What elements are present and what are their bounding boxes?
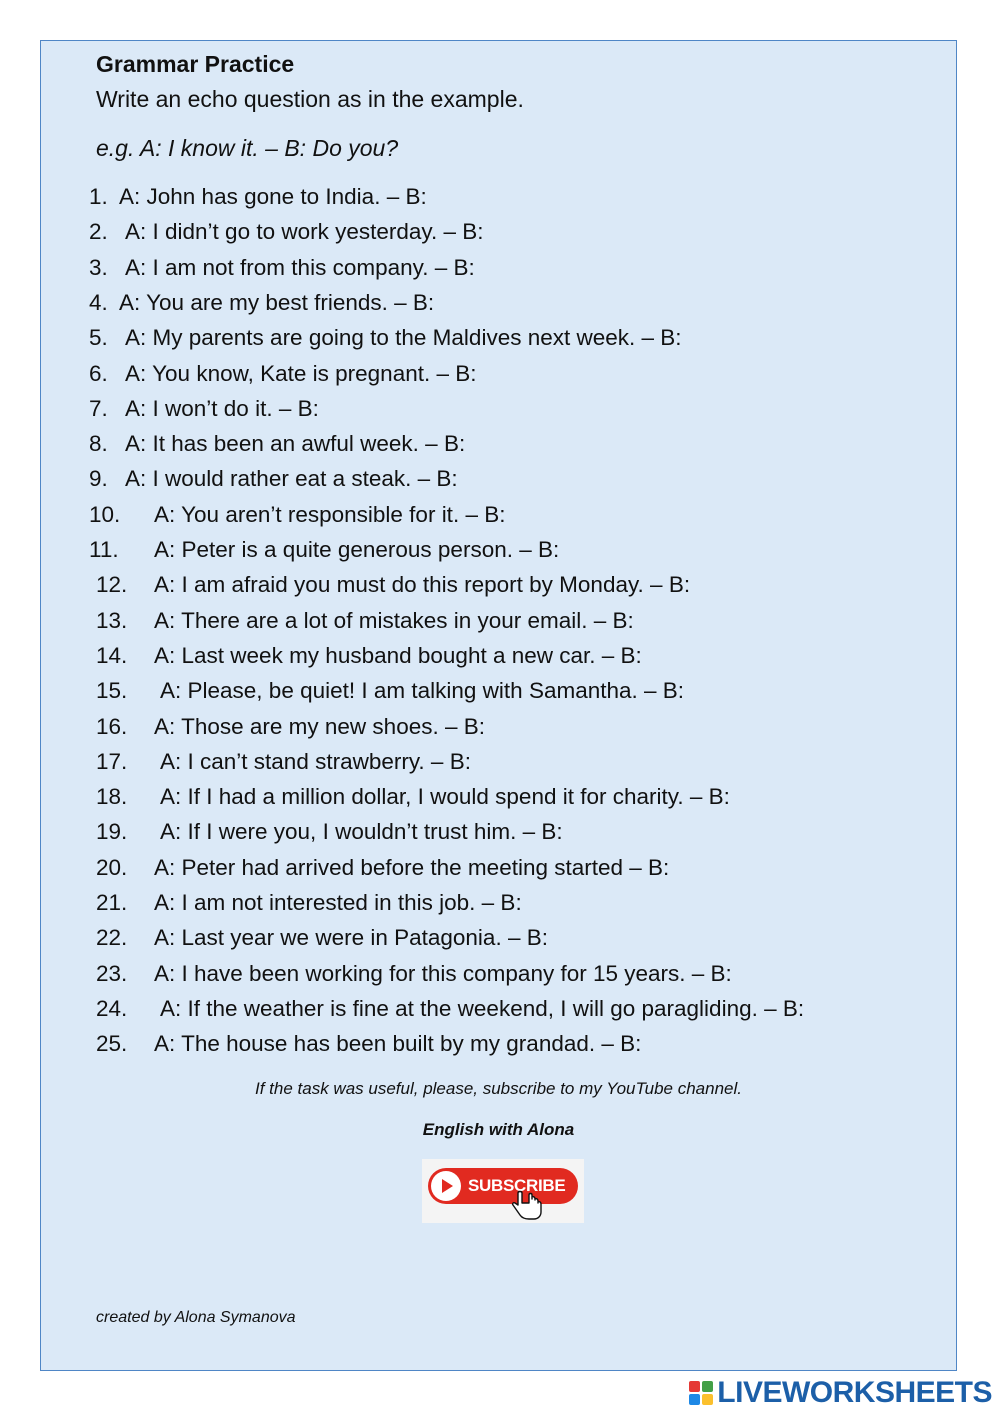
exercise-number: 9. [89,466,108,492]
exercise-number: 4. [89,289,108,315]
exercise-text: A: I would rather eat a steak. – B: [125,466,458,492]
exercise-text: A: The house has been built by my grandad. – B: [154,1031,642,1057]
pointer-hand-icon [510,1187,546,1221]
worksheet-title: Grammar Practice [96,51,295,77]
exercise-text: A: John has gone to India. – B: [119,184,427,209]
exercise-text: A: I can’t stand strawberry. – B: [160,748,471,774]
exercise-text: A: You know, Kate is pregnant. – B: [125,360,477,386]
exercise-text: A: If I were you, I wouldn’t trust him. – B: [160,819,563,845]
exercise-text: A: It has been an awful week. – B: [125,431,466,457]
brand-name: LIVEWORKSHEETS [717,1376,992,1409]
exercise-number: 16. [96,713,128,739]
exercise-number: 25. [96,1031,128,1057]
exercise-number: 15. [96,678,128,704]
exercise-number: 10. [89,501,121,527]
exercise-text: A: Those are my new shoes. – B: [154,713,485,739]
worksheet-example: e.g. A: I know it. – B: Do you? [96,135,399,161]
exercise-number: 5. [89,325,108,351]
exercise-text: A: I won’t do it. – B: [125,395,319,421]
exercise-number: 12. [96,572,128,598]
exercise-number: 2. [89,219,108,245]
exercise-text: A: I am not interested in this job. – B: [154,890,522,915]
exercise-text: A: If I had a million dollar, I would spend it for charity. – B: [160,784,730,810]
subscribe-label: SUBSCRIBE [468,1176,566,1195]
exercise-text: A: I have been working for this company for 15 years. – B: [154,960,732,986]
subscribe-pill [428,1168,578,1204]
exercise-text: A: There are a lot of mistakes in your email. – B: [154,607,634,633]
exercise-number: 21. [96,890,128,915]
exercise-number: 7. [89,395,108,421]
exercise-number: 6. [89,360,108,386]
channel-name: English with Alona [422,1120,575,1139]
exercise-text: A: I didn’t go to work yesterday. – B: [125,219,484,245]
exercise-text: A: You aren’t responsible for it. – B: [154,501,506,527]
exercise-number: 13. [96,607,128,633]
worksheet-instruction: Write an echo question as in the example. [96,86,524,112]
exercise-text: A: I am not from this company. – B: [125,254,475,280]
exercise-text: A: Peter had arrived before the meeting started – B: [154,854,670,880]
liveworksheets-brand[interactable] [689,1376,992,1410]
exercise-number: 24. [96,995,128,1021]
exercise-number: 1. [89,184,108,209]
author-credit: created by Alona Symanova [96,1309,296,1326]
exercise-text: A: Last week my husband bought a new car. – B: [154,642,642,668]
exercise-number: 20. [96,854,128,880]
exercise-number: 23. [96,960,128,986]
subscribe-button[interactable] [422,1159,584,1223]
exercise-text: A: If the weather is fine at the weekend, I will go paragliding. – B: [160,995,805,1021]
worksheet-panel [40,40,957,1371]
exercise-text: A: I am afraid you must do this report by Monday. – B: [154,572,691,598]
exercise-text: A: Last year we were in Patagonia. – B: [154,925,548,951]
exercise-text: A: Peter is a quite generous person. – B: [154,537,560,562]
exercise-number: 17. [96,748,128,774]
exercise-number: 19. [96,819,128,845]
exercise-number: 8. [89,431,108,457]
exercise-number: 3. [89,254,108,280]
exercise-number: 14. [96,642,128,668]
exercise-text: A: You are my best friends. – B: [119,289,435,315]
exercise-text: A: Please, be quiet! I am talking with Samantha. – B: [160,678,685,704]
exercise-text: A: My parents are going to the Maldives next week. – B: [125,325,682,351]
liveworksheets-logo-icon [689,1381,713,1405]
youtube-play-icon [431,1171,461,1201]
exercise-number: 18. [96,784,128,810]
exercise-number: 22. [96,925,128,951]
exercise-number: 11. [89,537,119,562]
subscribe-note: If the task was useful, please, subscribe to my YouTube channel. [255,1079,742,1098]
